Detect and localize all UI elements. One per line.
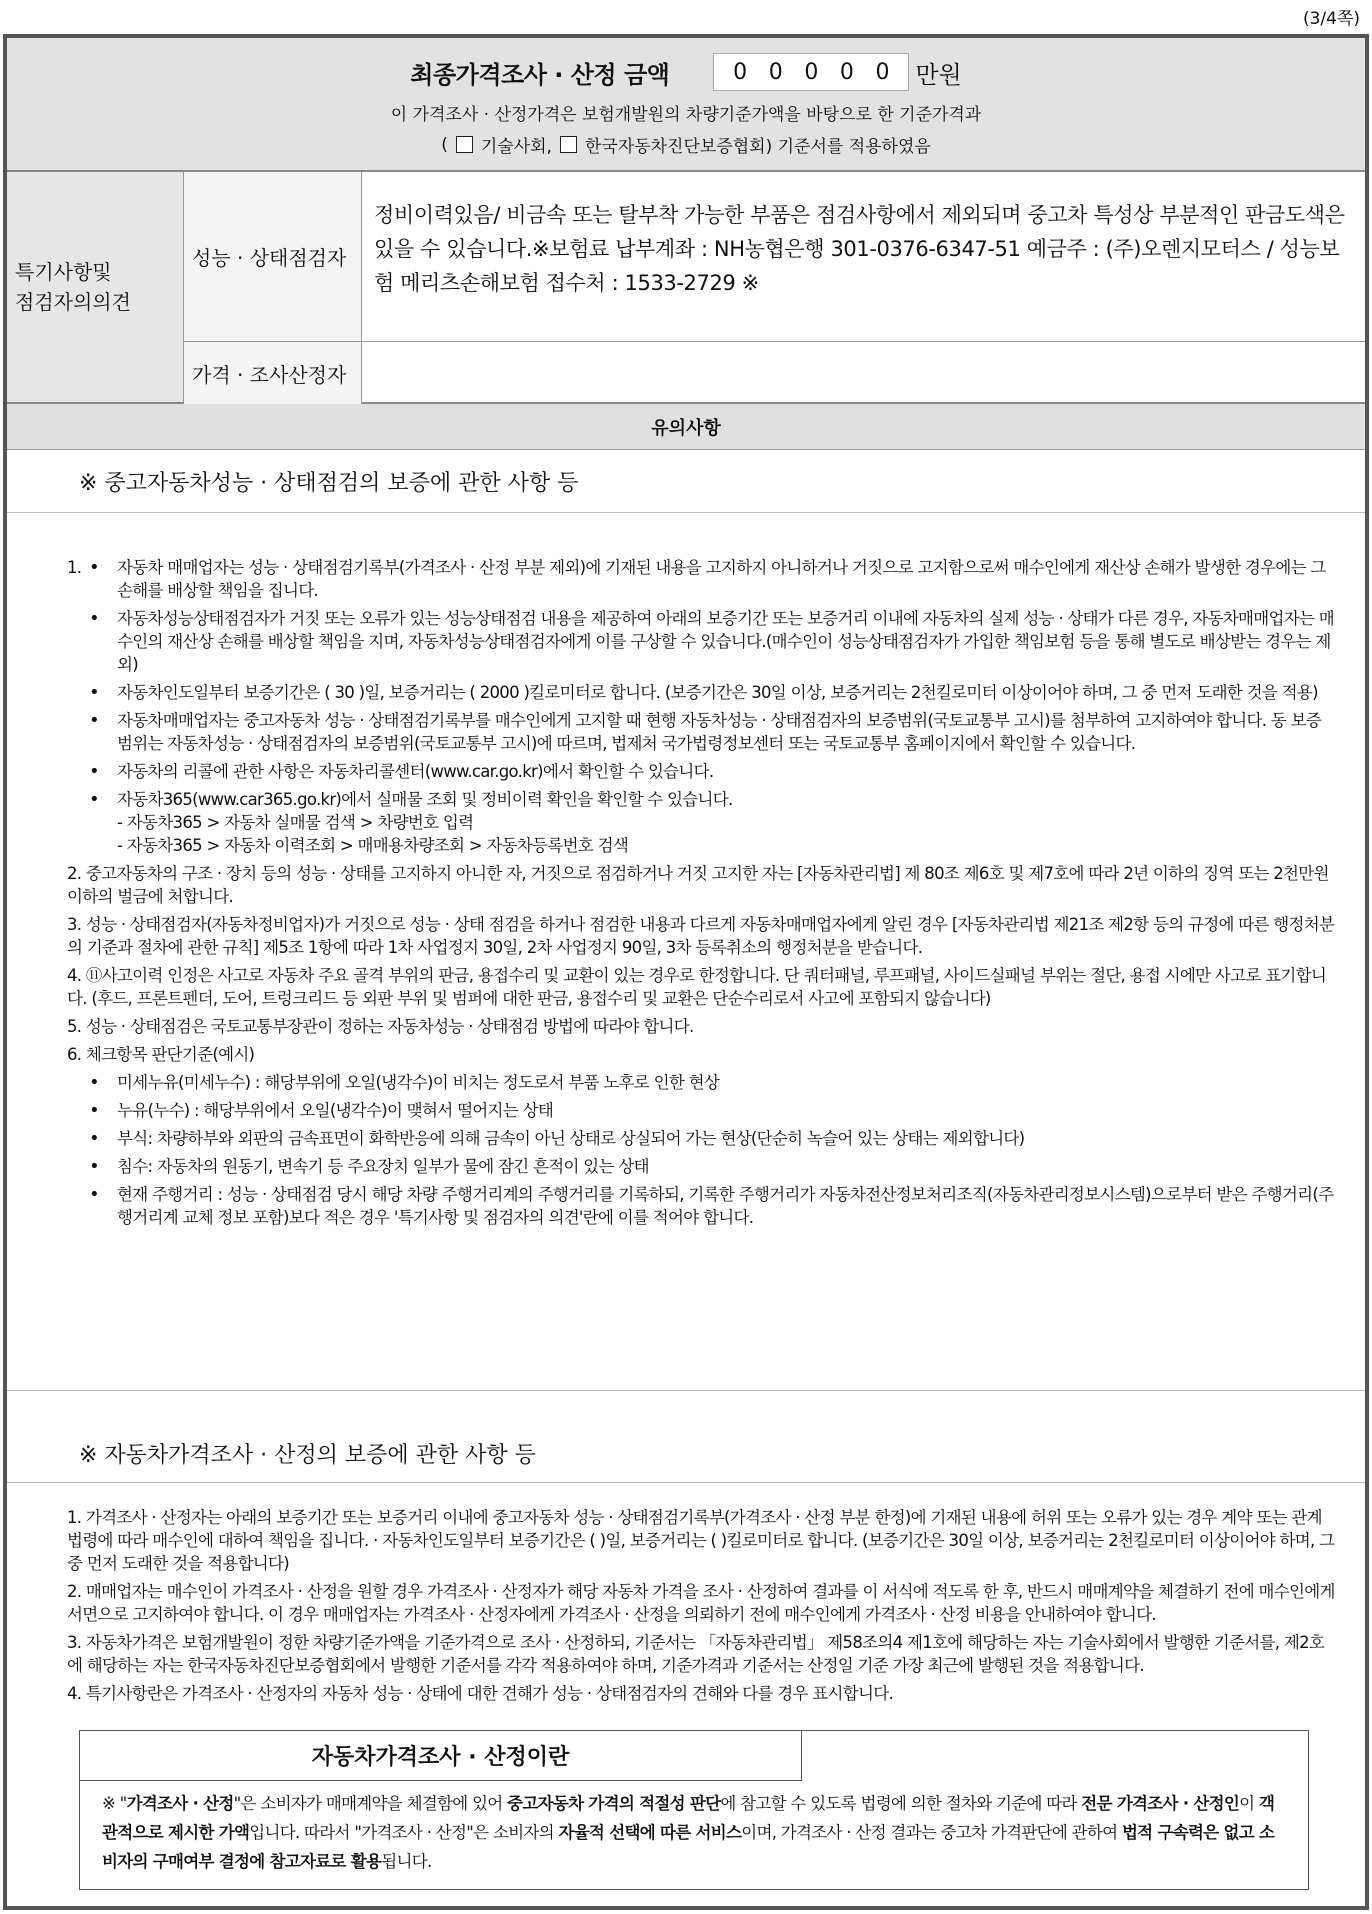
definition-fragment: 됩니다. (381, 1852, 432, 1871)
sub-item: - 자동차365 > 자동차 실매물 검색 > 차량번호 입력 (117, 813, 474, 832)
list-item: 3. 자동차가격은 보험개발원이 정한 차량기준가액을 기준가격으로 조사 · 산정하되, 기준서는 「자동차관리법」 제58조의4 제1호에 해당하는 자는 기술사회에서 발행한 기준서를, 제2호에 해당하는 자는 한국자동차진단보증협회에서 발행한 기준서를 각각 적용하여야 하며, 기준가격과 기준서는 산정일 기준 가장 최근에 발행된 것을 적용합니다. (67, 1633, 1325, 1675)
definition-fragment: 에 참고할 수 있도록 법령에 의한 절차와 기준에 따라 (720, 1794, 1082, 1813)
list-item: 5. 성능 · 상태점검은 국토교통부장관이 정하는 자동차성능 · 상태점검 방법에 따라야 합니다. (67, 1017, 694, 1036)
definition-fragment: "은 소비자가 매매계약을 체결함에 있어 (233, 1794, 508, 1813)
amount-digit: 0 (875, 59, 890, 85)
opinions-section-label (7, 172, 184, 402)
list-item: 1. 가격조사 · 산정자는 아래의 보증기간 또는 보증거리 이내에 중고자동차 성능 · 상태점검기록부(가격조사 · 산정 부분 한정)에 기재된 내용에 허위 또는 오류가 있는 경우 계약 또는 관계법령에 따라 매수인에 대하여 책임을 집니다. · 자동차인도일부터 보증기간은 ( )일, 보증거리는 ( )킬로미터로 합니다. (보증기간은 30일 이상, 보증거리는 2천킬로미터 이상이어야 하며, 그 중 먼저 도래한 것을 적용합니다) (67, 1508, 1335, 1573)
price-header (7, 38, 1365, 172)
bullet-item: • 부식: 차량하부와 외판의 금속표면이 화학반응에 의해 금속이 아닌 상태로 상실되어 가는 현상(단순히 녹슬어 있는 상태는 제외합니다) (67, 1127, 1335, 1150)
definition-emphasis: 가격조사 · 산정 (126, 1794, 234, 1813)
bullet-item: • 자동차 매매업자는 성능 · 상태점검기록부(가격조사 · 산정 부분 제외)에 기재된 내용을 고지하지 아니하거나 거짓으로 고지함으로써 매수인에게 재산상 손해가 발생한 경우에는 그 손해를 배상할 책임을 집니다. (67, 556, 1335, 602)
definition-title: 자동차가격조사 · 산정이란 (80, 1731, 802, 1781)
section2-title: ※ 자동차가격조사 · 산정의 보증에 관한 사항 등 (79, 1443, 536, 1468)
bullet-item: • 자동차인도일부터 보증기간은 ( 30 )일, 보증거리는 ( 2000 )킬로미터로 합니다. (보증기간은 30일 이상, 보증거리는 2천킬로미터 이상이어야 하며, 그 중 먼저 도래한 것을 적용) (67, 681, 1335, 704)
divider (7, 512, 1365, 513)
bullet-item: • 자동차성능상태점검자가 거짓 또는 오류가 있는 성능상태점검 내용을 제공하여 아래의 보증기간 또는 보증거리 이내에 자동차의 실제 성능 · 상태가 다른 경우, 자동차매매업자는 매수인의 재산상 손해를 배상할 책임을 지며, 자동차성능상태점검자에게 이를 구상할 수 있습니다.(매수인이 성능상태점검자가 가입한 책임보험 등을 통해 별도로 배상받는 경우는 제외) (67, 607, 1335, 676)
amount-digit: 0 (839, 59, 854, 85)
bullet-item: • 미세누유(미세누수) : 해당부위에 오일(냉각수)이 비치는 정도로서 부품 노후로 인한 현상 (67, 1071, 1335, 1094)
option-kadia: 한국자동차진단보증협회) 기준서를 적용하였음 (584, 137, 931, 157)
option-tech-society: 기술사회, (480, 137, 552, 157)
divider (7, 1390, 1365, 1391)
inspector-label: 성능 · 상태점검자 (184, 172, 362, 342)
definition-emphasis: 객관적으로 제시한 가액 (102, 1794, 1275, 1842)
definition-text (102, 1789, 1282, 1876)
bullet-item: • 누유(누수) : 해당부위에서 오일(냉각수)이 맺혀서 떨어지는 상태 (67, 1099, 1335, 1122)
amount-digit: 0 (733, 59, 748, 85)
amount-field[interactable] (713, 53, 909, 91)
opinions-label-line1: 특기사항및 (15, 260, 112, 284)
amount-unit: 만원 (915, 60, 962, 89)
checkbox-tech-society[interactable] (456, 136, 473, 153)
notice-header: 유의사항 (7, 404, 1365, 450)
bullet-item: • 자동차의 리콜에 관한 사항은 자동차리콜센터(www.car.go.kr)에서 확인할 수 있습니다. (67, 760, 1335, 783)
section1-list (67, 556, 1335, 1229)
list-item: 2. 중고자동차의 구조 · 장치 등의 성능 · 상태를 고지하지 아니한 자, 거짓으로 점검하거나 거짓 고지한 자는 [자동차관리법] 제 80조 제6호 및 제7호에 따라 2년 이하의 징역 또는 2천만원 이하의 벌금에 처합니다. (67, 864, 1329, 906)
form-frame (3, 34, 1369, 1910)
section2-list (67, 1506, 1335, 1705)
definition-emphasis: 법적 구속력은 없고 소비자의 구매여부 결정에 참고자료로 활용 (102, 1823, 1275, 1871)
definition-box (79, 1730, 1309, 1890)
pricer-label: 가격 · 조사산정자 (184, 342, 362, 404)
paren-open: ( (441, 134, 448, 155)
item-number: 1. (67, 558, 82, 577)
list-item: 6. 체크항목 판단기준(예시) (67, 1045, 255, 1064)
bullet-item: • 자동차365(www.car365.go.kr)에서 실매물 조회 및 정비이력 확인을 확인할 수 있습니다. (67, 788, 1335, 811)
standard-selection (7, 132, 1365, 157)
amount-digit: 0 (768, 59, 783, 85)
pricer-opinion-text[interactable] (362, 342, 1365, 404)
definition-emphasis: 전문 가격조사 · 산정인 (1081, 1794, 1240, 1813)
price-basis-text: 이 가격조사 · 산정가격은 보험개발원의 차량기준가액을 바탕으로 한 기준가격과 (390, 105, 982, 125)
definition-fragment: 이며, 가격조사 · 산정 결과는 중고차 가격판단에 관하여 (741, 1823, 1122, 1842)
inspector-opinion-text[interactable]: 정비이력있음/ 비금속 또는 탈부착 가능한 부품은 점검사항에서 제외되며 중고차 특성상 부분적인 판금도색은 있을 수 있습니다.※보험료 납부계좌 : NH농협은행 301-0376-6347-51 예금주 : (주)오렌지모터스 / 성능보험 메리츠손해보험 접수처 : 1533-2729 ※ (362, 172, 1365, 342)
definition-fragment: 이 (1239, 1794, 1259, 1813)
bullet-item: • 침수: 자동차의 원동기, 변속기 등 주요장치 일부가 물에 잠긴 흔적이 있는 상태 (67, 1155, 1335, 1178)
opinions-label-line2: 점검자의의견 (15, 290, 131, 314)
divider (7, 1482, 1365, 1483)
list-item: 2. 매매업자는 매수인이 가격조사 · 산정을 원할 경우 가격조사 · 산정자가 해당 자동차 가격을 조사 · 산정하여 결과를 이 서식에 적도록 한 후, 반드시 매매계약을 체결하기 전에 매수인에게 서면으로 고지하여야 합니다. 이 경우 매매업자는 가격조사 · 산정자에게 가격조사 · 산정을 의뢰하기 전에 매수인에게 가격조사 · 산정 비용을 안내하여야 합니다. (67, 1582, 1335, 1624)
list-item (67, 556, 1335, 857)
page-number: (3/4쪽) (1302, 9, 1360, 29)
price-title-row (7, 52, 1365, 92)
bullet-item: • 현재 주행거리 : 성능 · 상태점검 당시 해당 차량 주행거리계의 주행거리를 기록하되, 기록한 주행거리가 자동차전산정보처리조직(자동차관리정보시스템)으로부터 받은 주행거리(주행거리계 교체 정보 포함)보다 적은 경우 '특기사항 및 점검자의 의견'란에 이를 적어야 합니다. (67, 1183, 1335, 1229)
list-item: 4. 특기사항란은 가격조사 · 산정자의 자동차 성능 · 상태에 대한 견해가 성능 · 상태점검자의 견해와 다를 경우 표시합니다. (67, 1684, 894, 1703)
bullet-item: • 자동차매매업자는 중고자동차 성능 · 상태점검기록부를 매수인에게 고지할 때 현행 자동차성능 · 상태점검자의 보증범위(국토교통부 고시)를 첨부하여 고지하여야 합니다. 동 보증범위는 자동차성능 · 상태점검자의 보증범위(국토교통부 고시)에 따르며, 법제처 국가법령정보센터 또는 국토교통부 홈페이지에서 확인할 수 있습니다. (67, 709, 1335, 755)
sub-item: - 자동차365 > 자동차 이력조회 > 매매용차량조회 > 자동차등록번호 검색 (117, 836, 629, 855)
list-item: 3. 성능 · 상태점검자(자동차정비업자)가 거짓으로 성능 · 상태 점검을 하거나 점검한 내용과 다르게 자동차매매업자에게 알린 경우 [자동차관리법 제21조 제2항 등의 규정에 따른 행정처분의 기준과 절차에 관한 규칙] 제5조 1항에 따라 1차 사업정지 30일, 2차 사업정지 90일, 3차 등록취소의 행정처분을 받습니다. (67, 915, 1335, 957)
definition-fragment: 입니다. 따라서 "가격조사 · 산정"은 소비자의 (249, 1823, 559, 1842)
amount-digit: 0 (804, 59, 819, 85)
definition-fragment: ※ " (102, 1794, 127, 1813)
price-title: 최종가격조사 · 산정 금액 (410, 60, 670, 89)
definition-emphasis: 중고자동차 가격의 적절성 판단 (507, 1794, 721, 1813)
checkbox-kadia[interactable] (560, 136, 577, 153)
opinions-section (7, 172, 1365, 404)
section1-title: ※ 중고자동차성능 · 상태점검의 보증에 관한 사항 등 (79, 471, 579, 496)
list-item: 4. ⑪사고이력 인정은 사고로 자동차 주요 골격 부위의 판금, 용접수리 및 교환이 있는 경우로 한정합니다. 단 쿼터패널, 루프패널, 사이드실패널 부위는 절단, 용접 시에만 사고로 표기합니다. (후드, 프론트펜더, 도어, 트렁크리드 등 외판 부위 및 범퍼에 대한 판금, 용접수리 및 교환은 단순수리로서 사고에 포함되지 않습니다) (67, 966, 1327, 1008)
definition-emphasis: 자율적 선택에 따른 서비스 (558, 1823, 742, 1842)
